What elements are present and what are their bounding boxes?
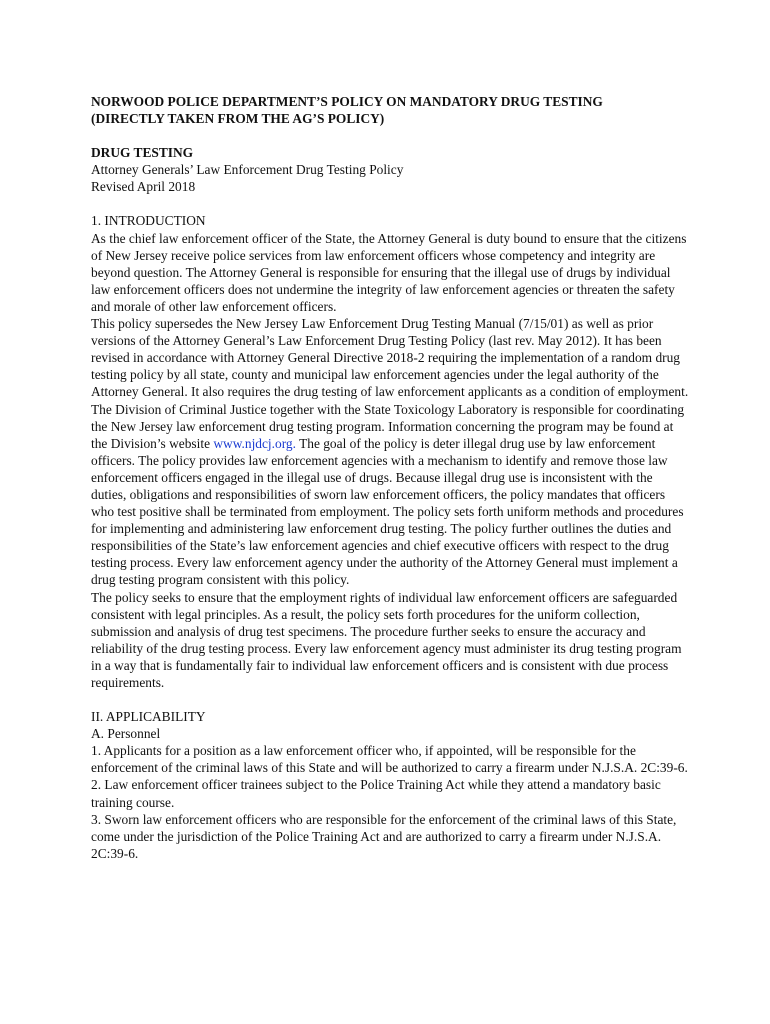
spacer (91, 691, 691, 708)
section-heading: DRUG TESTING (91, 145, 194, 161)
njdcj-website-link[interactable]: www.njdcj.org. (213, 435, 296, 451)
document-page (91, 93, 691, 862)
applicability-item-2: 2. Law enforcement officer trainees subject to the Police Training Act while they attend a mandatory basic training course. (91, 777, 661, 810)
introduction-paragraph-1: As the chief law enforcement officer of the State, the Attorney General is duty bound to ensure that the citizens of New Jersey receive police services from law enforcement officers whose competency and integrity are beyond question. The Attorney General is responsible for ensuring that the illegal use of drugs by individual law enforcement officers does not undermine the integrity of law enforcement agencies or threaten the safety and morale of other law enforcement officers. (91, 230, 687, 314)
paragraph-2-text-start: This policy supersedes the New Jersey Law Enforcement Drug Testing Manual (7/15/01) as well as prior versions of the Attorney General’s Law Enforcement Drug Testing Policy (last rev. May 2012). It has been revised in accordance with Attorney General Directive 2018-2 requiring the implementation of a random drug testing policy by all state, county and municipal law enforcement agencies under the legal authority of the Attorney General. It also requires the drug testing of law enforcement applicants as a condition of employment. The Division of Criminal Justice together with the State Toxicology Laboratory is responsible for coordinating the New Jersey law enforcement drug testing program. Information concerning the program may be found at the Division’s website (91, 316, 689, 451)
paragraph-2-text-end: The goal of the policy is deter illegal drug use by law enforcement officers. The policy provides law enforcement agencies with a mechanism to identify and remove those law enforcement officers engaged in the illegal use of drugs. Because illegal drug use is inconsistent with the duties, obligations and responsibilities of sworn law enforcement officers, the policy mandates that officers who test positive shall be terminated from employment. The policy sets forth uniform methods and procedures for implementing and administering law enforcement drug testing. The policy further outlines the duties and responsibilities of the State’s law enforcement agencies and chief executive officers with respect to the drug testing process. Every law enforcement agency under the authority of the Attorney General must implement a drug testing program consistent with this policy. (91, 435, 684, 588)
spacer (91, 195, 691, 212)
introduction-paragraph-3: The policy seeks to ensure that the employment rights of individual law enforcement officers are safeguarded consistent with legal principles. As a result, the policy sets forth procedures for the uniform collection, submission and analysis of drug test specimens. The procedure further seeks to ensure the accuracy and reliability of the drug testing process. Every law enforcement agency must administer its drug testing program in a way that is fundamentally fair to individual law enforcement officers and is consistent with due process requirements. (91, 589, 682, 690)
introduction-paragraph-2 (91, 315, 691, 589)
revised-date: Revised April 2018 (91, 179, 196, 195)
applicability-heading: II. APPLICABILITY (91, 709, 206, 725)
applicability-item-1: 1. Applicants for a position as a law enforcement officer who, if appointed, will be responsible for the enforcement of the criminal laws of this State and will be authorized to carry a firearm under N.J.S.A. 2C:39-6. (91, 743, 688, 776)
applicability-item-3: 3. Sworn law enforcement officers who are responsible for the enforcement of the criminal laws of this State, come under the jurisdiction of the Police Training Act and are authorized to carry a firearm under N.J.S.A. 2C:39-6. (91, 811, 677, 861)
personnel-subheading: A. Personnel (91, 726, 161, 742)
spacer (91, 127, 691, 144)
title-line-1: NORWOOD POLICE DEPARTMENT’S POLICY ON MANDATORY DRUG TESTING (91, 94, 603, 109)
introduction-heading: 1. INTRODUCTION (91, 213, 206, 229)
policy-subtitle: Attorney Generals’ Law Enforcement Drug Testing Policy (91, 162, 404, 178)
document-title (91, 93, 691, 127)
title-line-2: (DIRECTLY TAKEN FROM THE AG’S POLICY) (91, 111, 385, 127)
